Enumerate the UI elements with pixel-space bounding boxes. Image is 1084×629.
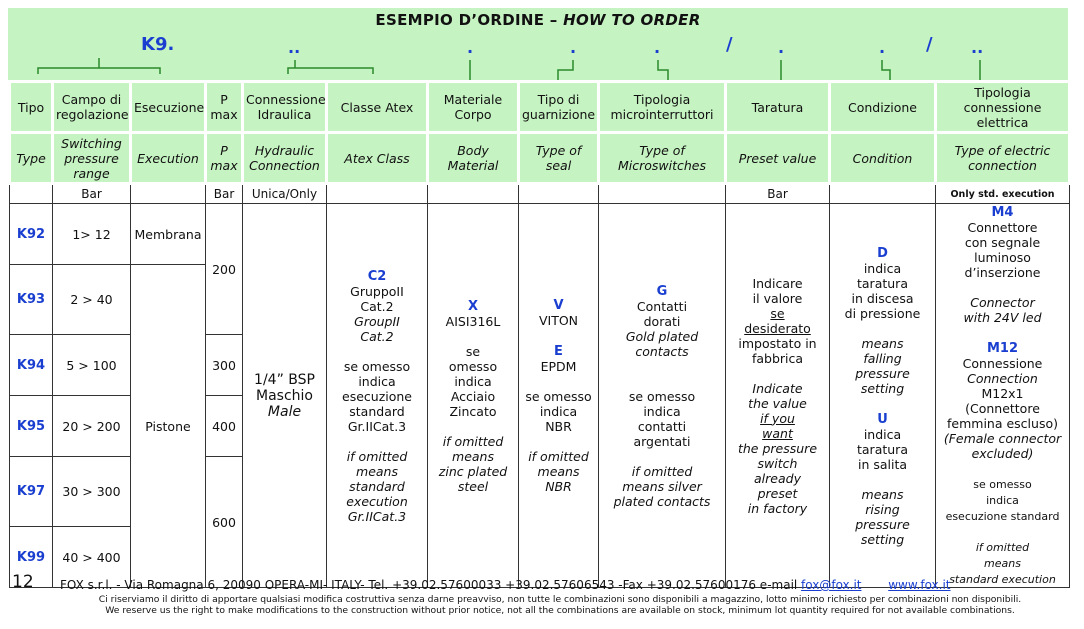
unit-cell: Bar <box>206 184 243 204</box>
unit-cell <box>131 184 206 204</box>
range-cell: 2 > 40 <box>53 265 131 335</box>
unit-cell: Bar <box>53 184 131 204</box>
code-dot-seal: . <box>570 38 577 57</box>
unit-cell <box>599 184 726 204</box>
pmax-cell: 600 <box>206 457 243 588</box>
header-en: P max <box>206 133 243 184</box>
code-prefix: K9. <box>141 34 175 55</box>
header-en: Switching pressure range <box>53 133 131 184</box>
type-code: K94 <box>10 335 53 396</box>
header-en: Type of electric connection <box>936 133 1070 184</box>
type-code: K95 <box>10 396 53 457</box>
range-cell: 5 > 100 <box>53 335 131 396</box>
header-it: Esecuzione <box>131 82 206 133</box>
microswitch-cell: G Contatti dorati Gold plated contacts se omesso indica contatti argentati if omitted means silver plated contacts <box>599 204 726 588</box>
header-it: Campo di regolazione <box>53 82 131 133</box>
code-dot-micro: . <box>654 38 661 57</box>
range-cell: 20 > 200 <box>53 396 131 457</box>
header-it: Condizione <box>830 82 936 133</box>
unit-cell <box>10 184 53 204</box>
taratura-cell: Indicare il valore se desiderato impostato in fabbrica Indicate the value if you want the pressure switch already preset in factory <box>726 204 830 588</box>
type-code: K92 <box>10 204 53 265</box>
body-material-cell: X AISI316L se omesso indica Acciaio Zincato if omitted means zinc plated steel <box>428 204 519 588</box>
header-en: Type of seal <box>519 133 599 184</box>
code-dots-connection: .. <box>288 38 301 57</box>
unit-cell <box>519 184 599 204</box>
unit-cell: Bar <box>726 184 830 204</box>
table-row <box>10 204 1070 265</box>
header-en: Condition <box>830 133 936 184</box>
header-en: Type of Microswitches <box>599 133 726 184</box>
code-dot-material: . <box>467 38 474 57</box>
execution-cell: Membrana <box>131 204 206 265</box>
type-code: K99 <box>10 527 53 588</box>
header-en: Execution <box>131 133 206 184</box>
type-code: K93 <box>10 265 53 335</box>
header-en: Type <box>10 133 53 184</box>
condition-cell: D indica taratura in discesa di pressione means falling pressure setting U indica taratura in salita means rising pressure setting <box>830 204 936 588</box>
unit-cell <box>428 184 519 204</box>
order-code-row <box>8 32 1068 80</box>
type-code: K97 <box>10 457 53 527</box>
unit-cell <box>327 184 428 204</box>
code-dot-condition: . <box>879 38 886 57</box>
range-cell: 40 > 400 <box>53 527 131 588</box>
code-slash-1: / <box>726 34 733 55</box>
order-table <box>8 80 1071 588</box>
header-it: Materiale Corpo <box>428 82 519 133</box>
pmax-cell: 300 <box>206 335 243 396</box>
atex-cell: C2 GruppoII Cat.2 GroupII Cat.2 se omesso indica esecuzione standard Gr.IICat.3 if omitted means standard execution Gr.IICat.3 <box>327 204 428 588</box>
page-title: ESEMPIO D’ORDINE – HOW TO ORDER <box>8 8 1068 32</box>
header-it: P max <box>206 82 243 133</box>
execution-cell: Pistone <box>131 265 206 588</box>
code-dots-electric: .. <box>971 38 984 57</box>
company-contact: FOX s.r.l. - Via Romagna 6, 20090 OPERA-MI- ITALY- Tel. +39.02.57600033 +39.02.57606543 -Fax +39.02.57600176 e-mail fox@fox.it www.fox.it <box>60 578 951 592</box>
header-en: Hydraulic Connection <box>243 133 327 184</box>
header-en: Body Material <box>428 133 519 184</box>
header-it: Taratura <box>726 82 830 133</box>
hydraulic-cell: 1/4” BSP Maschio Male <box>243 204 327 588</box>
unit-row <box>10 184 1070 204</box>
seal-cell: V VITON E EPDM se omesso indica NBR if omitted means NBR <box>519 204 599 588</box>
email-link[interactable]: fox@fox.it <box>801 578 862 592</box>
range-cell: 1> 12 <box>53 204 131 265</box>
unit-cell: Unica/Only <box>243 184 327 204</box>
website-link[interactable]: www.fox.it <box>888 578 951 592</box>
header-row-en <box>10 133 1070 184</box>
electric-connection-cell: M4 Connettore con segnale luminoso d’inserzione Connector with 24V led M12 Connessione Connection M12x1 (Connettore femmina escluso) (Female connector excluded) se omesso indica esecuzione standard if omitted means standard execution <box>936 204 1070 588</box>
unit-cell: Only std. execution <box>936 184 1070 204</box>
range-cell: 30 > 300 <box>53 457 131 527</box>
header-row-it <box>10 82 1070 133</box>
header-en: Preset value <box>726 133 830 184</box>
disclaimer: Ci riserviamo il diritto di apportare qualsiasi modifica costruttiva senza darne preavviso, non tutte le combinazioni sono disponibili a magazzino, lotto minimo richiesto per combinazioni non disponibili. We reserve us the right to make modifications to the construction without prior notice, not all the combinations are available on stock, minimum lot quantity required for not available combinations. <box>98 594 1022 616</box>
code-slash-2: / <box>926 34 933 55</box>
header-it: Connessione Idraulica <box>243 82 327 133</box>
code-dot-taratura: . <box>778 38 785 57</box>
unit-cell <box>830 184 936 204</box>
header-it: Tipo di guarnizione <box>519 82 599 133</box>
header-it: Tipologia connessione elettrica <box>936 82 1070 133</box>
header-en: Atex Class <box>327 133 428 184</box>
header-it: Tipologia microinterruttori <box>599 82 726 133</box>
header-it: Tipo <box>10 82 53 133</box>
pmax-cell: 200 <box>206 204 243 335</box>
pmax-cell: 400 <box>206 396 243 457</box>
header-it: Classe Atex <box>327 82 428 133</box>
page-number: 12 <box>12 572 34 592</box>
